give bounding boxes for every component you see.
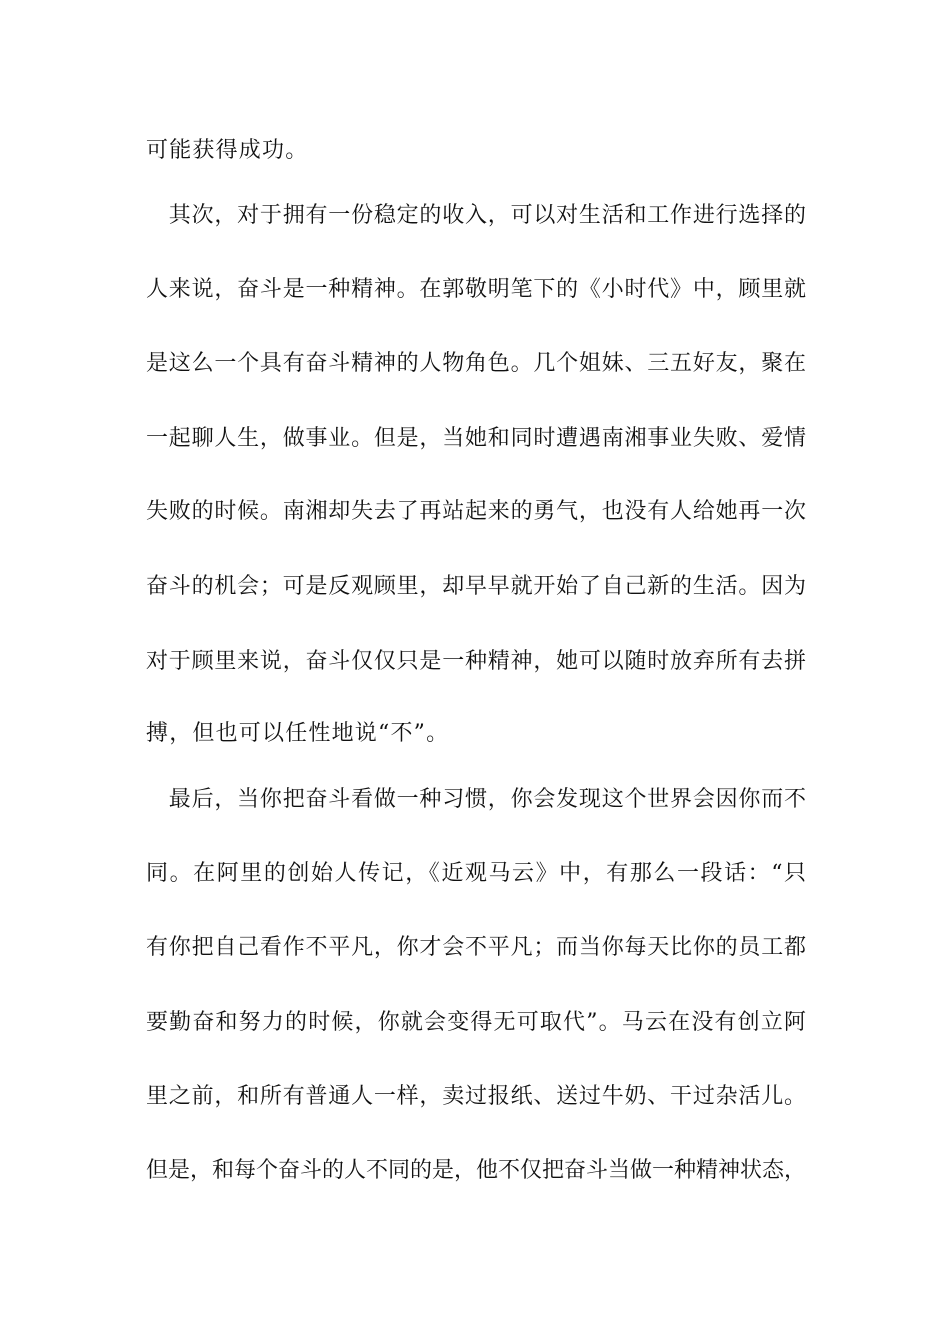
text-line: 对于顾里来说，奋斗仅仅只是一种精神，她可以随时放弃所有去拼 — [146, 649, 806, 674]
text-line: 人来说，奋斗是一种精神。在郭敬明笔下的《小时代》中，顾里就 — [146, 277, 806, 302]
text-line: 同。在阿里的创始人传记，《近观马云》中，有那么一段话：“只 — [146, 861, 806, 886]
text-line: 有你把自己看作不平凡，你才会不平凡；而当你每天比你的员工都 — [146, 935, 806, 960]
text-line: 失败的时候。南湘却失去了再站起来的勇气，也没有人给她再一次 — [146, 499, 806, 524]
text-line: 可能获得成功。 — [146, 138, 309, 163]
text-line: 但是，和每个奋斗的人不同的是，他不仅把奋斗当做一种精神状态， — [146, 1158, 807, 1183]
text-line: 搏，但也可以任性地说“不”。 — [146, 721, 450, 746]
text-line: 其次，对于拥有一份稳定的收入，可以对生活和工作进行选择的 — [146, 203, 806, 228]
text-line: 里之前，和所有普通人一样，卖过报纸、送过牛奶、干过杂活儿。 — [146, 1084, 806, 1109]
text-line: 是这么一个具有奋斗精神的人物角色。几个姐妹、三五好友，聚在 — [146, 351, 806, 376]
text-line: 奋斗的机会；可是反观顾里，却早早就开始了自己新的生活。因为 — [146, 574, 806, 599]
text-line: 一起聊人生，做事业。但是，当她和同时遭遇南湘事业失败、爱情 — [146, 426, 806, 451]
text-line: 最后，当你把奋斗看做一种习惯，你会发现这个世界会因你而不 — [146, 787, 806, 812]
text-line: 要勤奋和努力的时候，你就会变得无可取代”。马云在没有创立阿 — [146, 1010, 806, 1035]
